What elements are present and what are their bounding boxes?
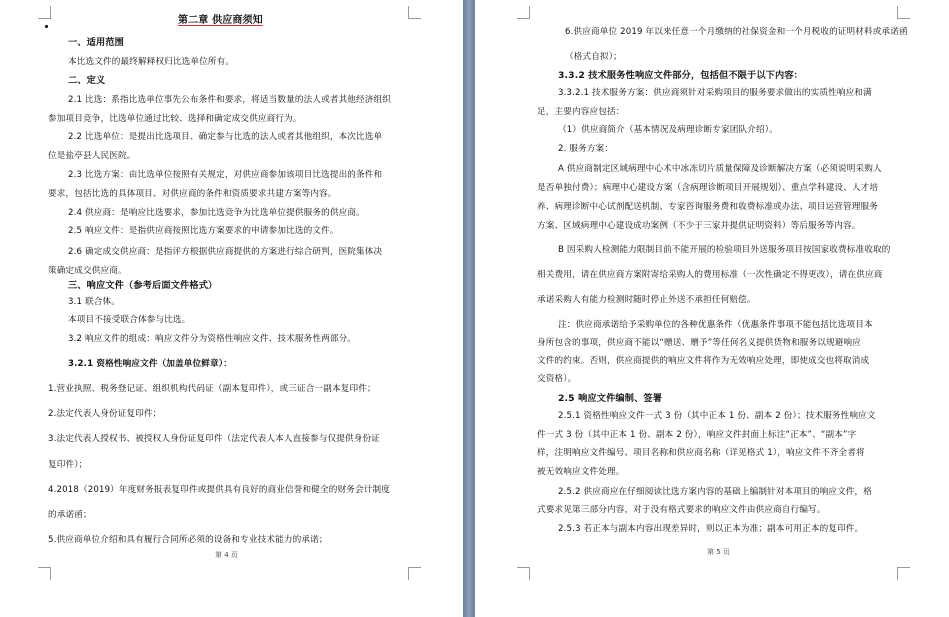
subsection-heading: 3.2.1 资格性响应文件（加盖单位鲜章）： [68,359,232,369]
text-line: 样，注明响应文件编号、项目名称和供应商名称（详见格式 1），响应文件不齐全者将 [537,448,865,458]
text-line: 要求，包括比选的具体项目、对供应商的条件和资质要求共建方案等内容。 [48,189,337,199]
text-line: 件一式 3 份（其中正本 1 份、副本 2 份），响应文件封面上标注“正本”、“副本”字 [537,430,857,440]
text-line: 2.法定代表人身份证复印件； [48,409,162,419]
text-line: 参加项目竞争，比选单位通过比较、选择和确定成交供应商行为。 [48,114,302,124]
text-line: 3.法定代表人授权书、被授权人身份证复印件（法定代表人本人直接参与仅提供身份证 [48,434,381,444]
text-line: 是否单独付费）；病理中心建设方案（含病理诊断项目开展规划）、重点学科建设、人才培 [537,183,879,193]
crop-mark [38,6,51,19]
crop-mark [897,6,910,19]
text-line: 身所包含的事项，供应商不能以“赠送、赠予”等任何名义提供货物和服务以规避响应 [537,338,861,348]
text-line: 位是盐亭县人民医院。 [48,151,136,161]
text-line: 5.供应商单位介绍和具有履行合同所必须的设备和专业技术能力的承诺； [48,535,328,545]
text-line: 文件的约束。否则，供应商提供的响应文件将作为无效响应处理，即使成交也将取消成 [537,356,870,366]
chapter-title: 第二章 供应商须知 [178,15,263,26]
text-line: 策确定成交供应商。 [48,266,127,276]
section-heading: 3.3.2 技术服务性响应文件部分，包括但不限于以下内容： [558,70,804,81]
text-line: 足，主要内容应包括： [537,107,625,117]
text-line: （格式自拟）； [565,52,622,62]
text-line: 3.1 联合体。 [68,297,120,307]
section-heading: 三、响应文件（参考后面文件格式） [68,280,218,291]
page-divider [463,0,475,617]
text-line: A 供应商制定区域病理中心术中冰冻切片质量保障及诊断解决方案（必须说明采购人 [558,164,882,174]
page-left [0,0,463,617]
text-line: 2.1 比选：系指比选单位事先公布条件和要求，将适当数量的法人或者其他经济组织 [68,95,392,105]
text-line: 1.营业执照、税务登记证、组织机构代码证（副本复印件），或三证合一副本复印件； [48,384,376,394]
text-line: 交资格）。 [537,374,577,384]
text-line: 2.6 确定成交供应商：是指评方根据供应商提供的方案进行综合研判，医院集体决 [68,247,383,257]
text-line: 的承诺函； [48,510,92,520]
text-line: 相关费用，请在供应商方案附寄给采购人的费用标准（一次性确定不得更改），请在供应商 [537,270,883,280]
text-line: 本比选文件的最终解释权归比选单位所有。 [68,57,235,67]
text-line: 2.5.3 若正本与副本内容出现差异时，则以正本为准；副本可用正本的复印件。 [558,524,864,534]
text-line: 2.2 比选单位：是提出比选项目、确定参与比选的法人或者其他组织，本次比选单 [68,132,383,142]
page-right [475,0,949,617]
section-heading: 2.5 响应文件编制、签署 [558,393,663,404]
crop-mark [38,567,51,580]
text-line: 6.供应商单位 2019 年以来任意一个月缴纳的社保资金和一个月税收的证明材料或承诺函 [565,27,908,37]
text-line: （1）供应商简介（基本情况及病理诊断专家团队介绍）。 [558,125,778,135]
text-line: 3.2 响应文件的组成：响应文件分为资格性响应文件、技术服务性两部分。 [68,334,357,344]
crop-mark [897,567,910,580]
text-line: 2.5.2 供应商应在仔细阅读比选方案内容的基础上编制针对本项目的响应文件，格 [558,487,873,497]
text-line: 方案、区域病理中心建设成功案例（不少于三家并提供证明资料）等后服务等内容。 [537,221,861,231]
section-heading: 二、定义 [68,75,106,86]
text-line: 本项目不接受联合体参与比选。 [68,315,191,325]
text-line: 2. 服务方案： [558,144,614,154]
text-line: 4.2018（2019）年度财务报表复印件或提供具有良好的商业信誉和健全的财务会计制度 [48,485,390,495]
text-line: 注：供应商承诺给予采购单位的各种优惠条件（优惠条件事项不能包括比选项目本 [558,320,873,330]
text-line: 承诺采购人有能力检测时随时停止外送不承担任何赔偿。 [537,295,756,305]
text-line: 2.4 供应商：是响应比选要求，参加比选竞争为比选单位提供服务的供应商。 [68,208,365,218]
text-line: B 因采购人检测能力限制目前不能开展的检验项目外送服务项目按国家收费标准收取的 [558,245,891,255]
text-line: 复印件）； [48,460,88,470]
paragraph-mark [45,25,48,28]
text-line: 2.5 响应文件：是指供应商按照比选方案要求的申请参加比选的文件。 [68,226,339,236]
crop-mark [517,567,530,580]
text-line: 被无效响应文件处理。 [537,467,625,477]
page-number: 第 5 页 [707,548,730,556]
page-number: 第 4 页 [215,551,238,559]
text-line: 3.3.2.1 技术服务方案：供应商须针对采购项目的服务要求做出的实质性响应和满 [558,88,872,98]
crop-mark [408,6,421,19]
text-line: 养、病理诊断中心试剂配送机制、专家咨询服务费和收费标准或办法、项目运营管理服务 [537,202,879,212]
crop-mark [408,567,421,580]
text-line: 2.3 比选方案：由比选单位按照有关规定，对供应商参加该项目比选提出的条件和 [68,170,383,180]
text-line: 式要求见第三部分内容，对于没有格式要求的响应文件由供应商自行编写。 [537,505,826,515]
text-line: 2.5.1 资格性响应文件一式 3 份（其中正本 1 份、副本 2 份）；技术服务性响应文 [558,411,876,421]
crop-mark [517,6,530,19]
section-heading: 一、适用范围 [68,37,125,48]
